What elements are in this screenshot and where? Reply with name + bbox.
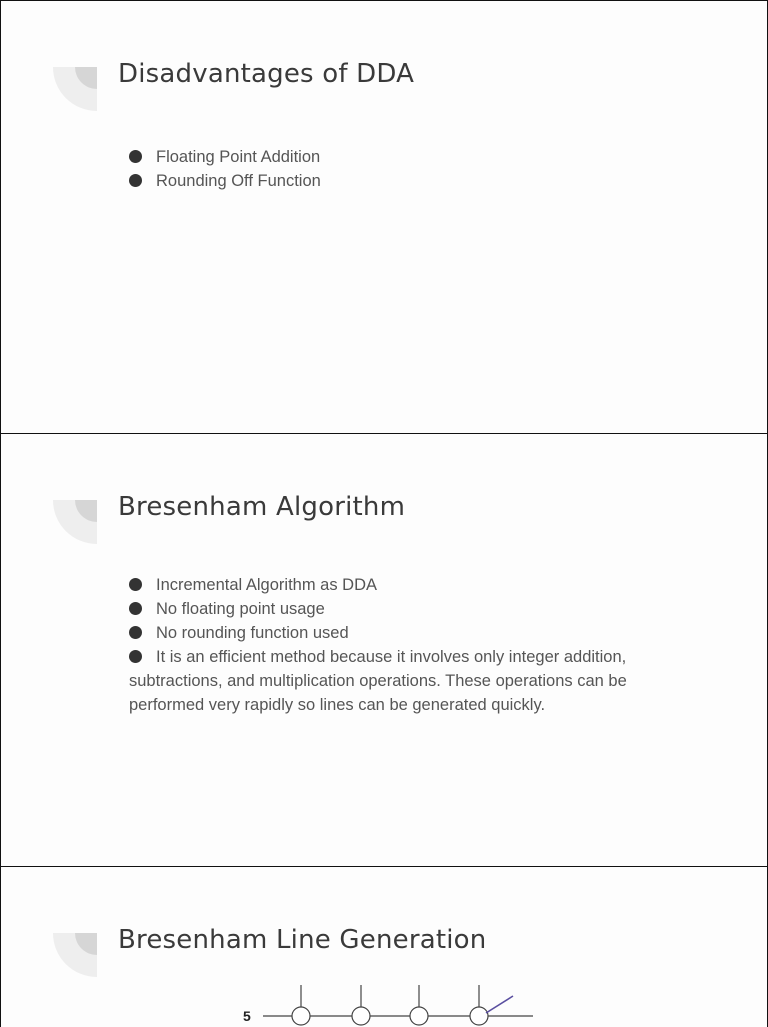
bullet-dot-icon bbox=[129, 650, 142, 663]
slide-title: Bresenham Line Generation bbox=[118, 925, 487, 955]
bullet-dot-icon bbox=[129, 150, 142, 163]
bullet-text: Rounding Off Function bbox=[156, 172, 321, 190]
bullet-item bbox=[129, 597, 689, 621]
bullet-dot-icon bbox=[129, 174, 142, 187]
slide-title: Bresenham Algorithm bbox=[118, 492, 406, 522]
slide-title: Disadvantages of DDA bbox=[118, 59, 415, 89]
bullet-text: No floating point usage bbox=[156, 600, 325, 618]
bullet-item bbox=[129, 573, 689, 597]
slide-disadvantages-of-dda bbox=[0, 0, 768, 434]
line-segment bbox=[486, 996, 513, 1013]
bullet-dot-icon bbox=[129, 626, 142, 639]
quarter-circle-deco-icon bbox=[53, 67, 97, 111]
axis-label-5: 5 bbox=[243, 1008, 251, 1024]
bullet-text: It is an efficient method because it involves only integer addition, subtractions, and multiplication operations. These operations can be performed very rapidly so lines can be generated quickly. bbox=[129, 648, 627, 714]
bullet-text: Floating Point Addition bbox=[156, 148, 321, 166]
quarter-circle-deco-icon bbox=[53, 933, 97, 977]
pixel-circle bbox=[292, 1007, 310, 1025]
quarter-circle-deco-icon bbox=[53, 500, 97, 544]
bullet-text: Incremental Algorithm as DDA bbox=[156, 576, 378, 594]
pixel-circle bbox=[470, 1007, 488, 1025]
slide-bresenham-algorithm bbox=[0, 433, 768, 867]
bullet-list bbox=[129, 145, 689, 193]
bullet-list bbox=[129, 573, 689, 717]
pixel-circle bbox=[352, 1007, 370, 1025]
bullet-item bbox=[129, 169, 689, 193]
bullet-dot-icon bbox=[129, 578, 142, 591]
bullet-item bbox=[129, 145, 689, 169]
slide-bresenham-line-generation bbox=[0, 866, 768, 1027]
bullet-dot-icon bbox=[129, 602, 142, 615]
bullet-item bbox=[129, 621, 689, 645]
bullet-item bbox=[129, 645, 689, 717]
bullet-text: No rounding function used bbox=[156, 624, 349, 642]
pixel-grid-diagram bbox=[231, 975, 551, 1027]
pixel-circle bbox=[410, 1007, 428, 1025]
